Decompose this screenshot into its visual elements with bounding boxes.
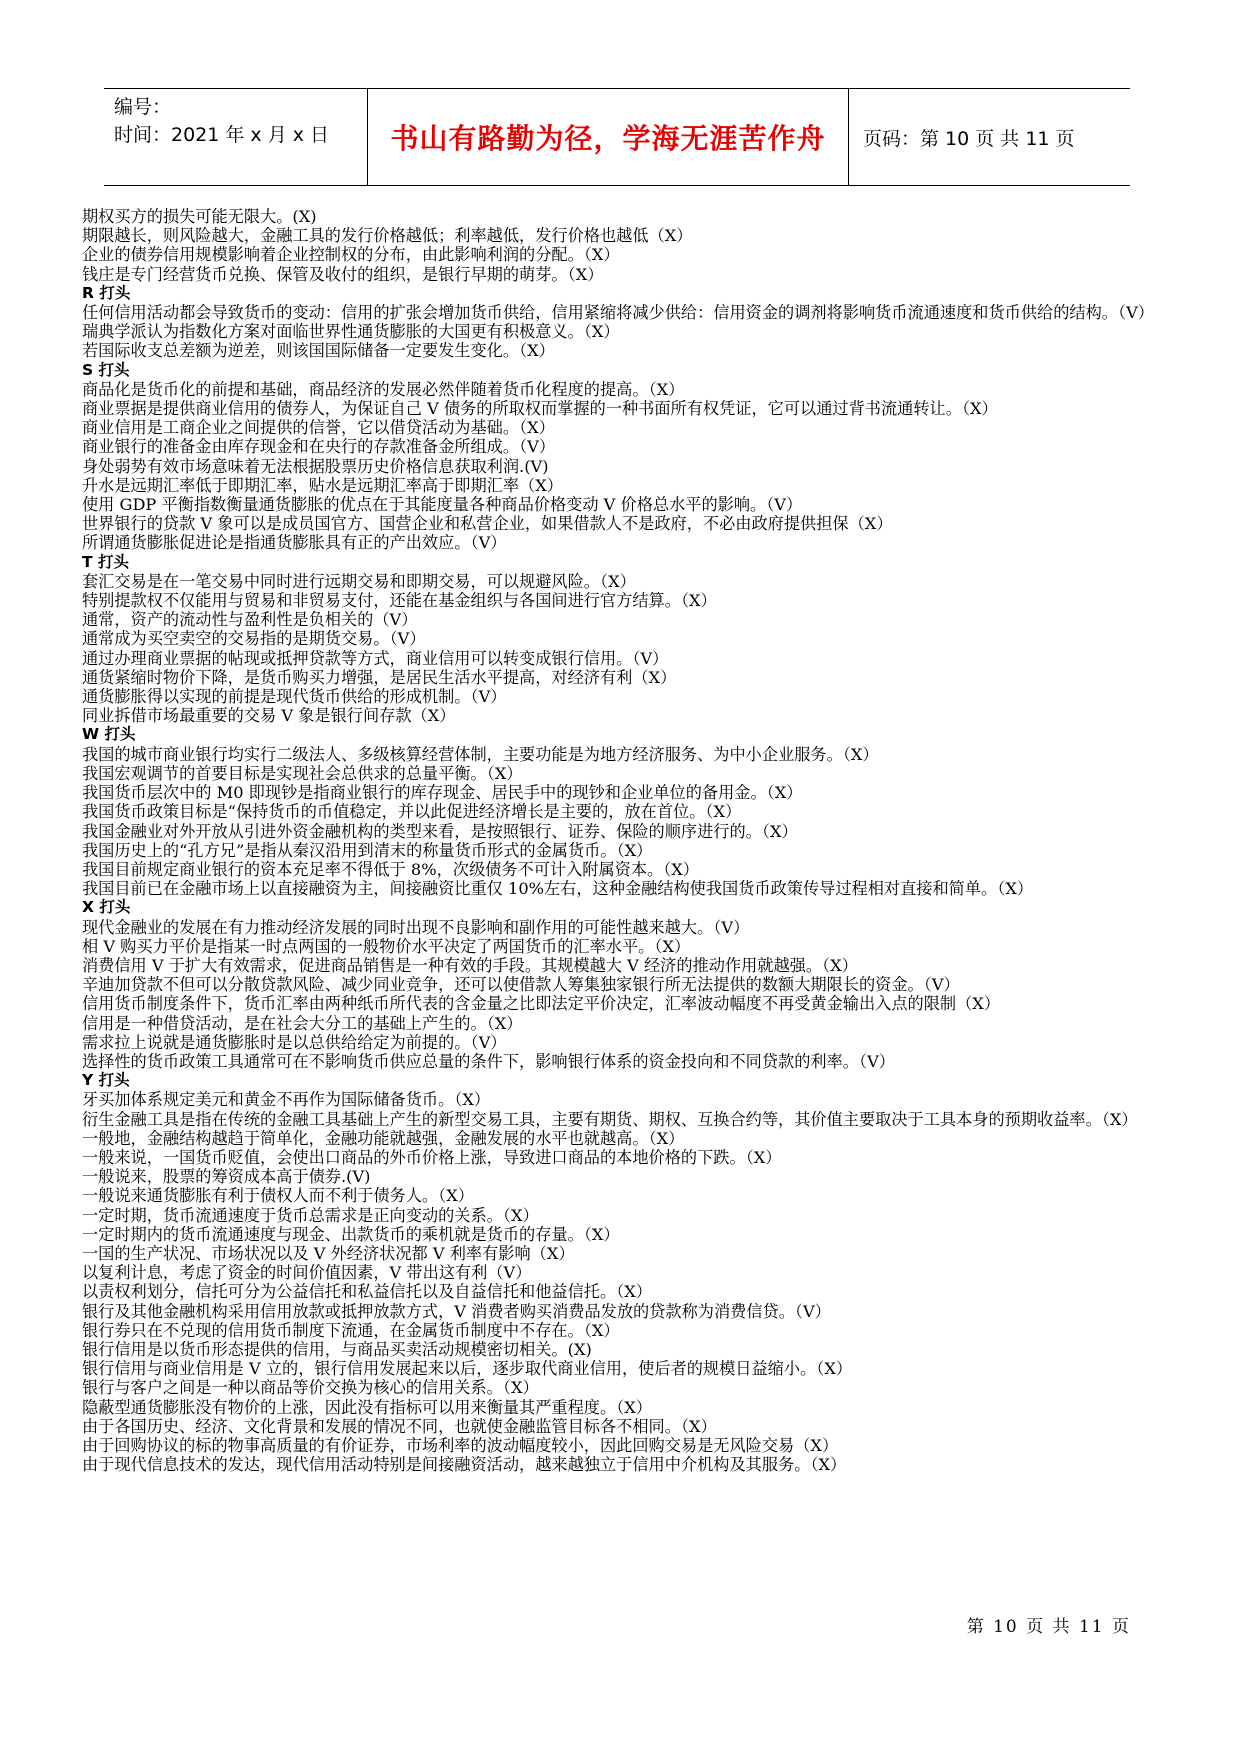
statement-line: 通货紧缩时物价下降，是货币购买力增强，是居民生活水平提高，对经济有利（X） bbox=[82, 667, 677, 687]
statement-line: 辛迪加贷款不但可以分散贷款风险、减少同业竞争，还可以使借款人筹集独家银行所无法提供的数额大期限长的资金。（V） bbox=[82, 975, 960, 995]
statement-line: 信用货币制度条件下，货币汇率由两种纸币所代表的含金量之比即法定平价决定，汇率波动幅度不再受黄金输出入点的限制（X） bbox=[82, 994, 1001, 1014]
section-heading: T 打头 bbox=[82, 552, 129, 571]
section-heading: W 打头 bbox=[82, 725, 136, 744]
statement-line: 隐蔽型通货膨胀没有物价的上涨，因此没有指标可以用来衡量其严重程度。（X） bbox=[82, 1397, 652, 1417]
statement-line: 我国目前规定商业银行的资本充足率不得低于 8%，次级债务不可计入附属资本。（X） bbox=[82, 859, 699, 879]
statement-line: 牙买加体系规定美元和黄金不再作为国际储备货币。（X） bbox=[82, 1090, 491, 1110]
statement-line: 由于现代信息技术的发达，现代信用活动特别是间接融资活动，越来越独立于信用中介机构及其服务。（X） bbox=[82, 1455, 847, 1475]
statement-line: 钱庄是专门经营货币兑换、保管及收付的组织，是银行早期的萌芽。（X） bbox=[82, 264, 604, 284]
statement-line: 商业信用是工商企业之间提供的信誉，它以借贷活动为基础。（X） bbox=[82, 418, 555, 438]
serial-number-label: 编号： bbox=[114, 96, 172, 118]
statement-line: 我国货币政策目标是“保持货币的币值稳定，并以此促进经济增长是主要的，放在首位。（X） bbox=[82, 802, 742, 822]
statement-line: 期限越长，则风险越大，金融工具的发行价格越低；利率越低，发行价格也越低（X） bbox=[82, 226, 693, 246]
statement-line: 同业拆借市场最重要的交易 V 象是银行间存款（X） bbox=[82, 706, 456, 726]
statement-line: 由于回购协议的标的物事高质量的有价证券，市场利率的波动幅度较小，因此回购交易是无风险交易（X） bbox=[82, 1436, 839, 1455]
statement-line: 信用是一种借贷活动，是在社会大分工的基础上产生的。（X） bbox=[82, 1013, 523, 1033]
statement-line: 需求拉上说就是通货膨胀时是以总供给给定为前提的。（V） bbox=[82, 1032, 507, 1052]
statement-line: 任何信用活动都会导致货币的变动：信用的扩张会增加货币供给，信用紧缩将减少供给：信用资金的调剂将影响货币流通速度和货币供给的结构。（V） bbox=[82, 303, 1154, 323]
header-page-cell bbox=[849, 89, 1130, 185]
statement-line: 特别提款权不仅能用与贸易和非贸易支付，还能在基金组织与各国间进行官方结算。（X） bbox=[82, 591, 717, 611]
header-motto: 书山有路勤为径，学海无涯苦作舟 bbox=[390, 122, 826, 155]
statement-line: 一般地，金融结构越趋于简单化，金融功能就越强，金融发展的水平也就越高。（X） bbox=[82, 1128, 685, 1148]
statement-line: 一定时期，货币流通速度于货币总需求是正向变动的关系。（X） bbox=[82, 1205, 539, 1225]
statement-line: 一国的生产状况、市场状况以及 V 外经济状况都 V 利率有影响（X） bbox=[82, 1243, 575, 1263]
statement-line: 银行券只在不兑现的信用货币制度下流通，在金属货币制度中不存在。（X） bbox=[82, 1320, 620, 1340]
statement-line: 我国货币层次中的 M0 即现钞是指商业银行的库存现金、居民手中的现钞和企业单位的备用金。（X） bbox=[82, 783, 803, 803]
statement-line: 我国金融业对外开放从引进外资金融机构的类型来看，是按照银行、证券、保险的顺序进行的。（X） bbox=[82, 821, 798, 841]
statement-line: 相 V 购买力平价是指某一时点两国的一般物价水平决定了两国货币的汇率水平。（X） bbox=[82, 936, 691, 956]
statement-line: 世界银行的贷款 V 象可以是成员国官方、国营企业和私营企业，如果借款人不是政府，不必由政府提供担保（X） bbox=[82, 514, 893, 534]
statement-line: 商业票据是提供商业信用的债券人，为保证自己 V 债务的所取权而掌握的一种书面所有权凭证，它可以通过背书流通转让。（X） bbox=[82, 399, 998, 419]
statement-line: 身处弱势有效市场意味着无法根据股票历史价格信息获取利润.(V) bbox=[82, 456, 549, 476]
statement-line: 升水是远期汇率低于即期汇率，贴水是远期汇率高于即期汇率（X） bbox=[82, 475, 563, 495]
section-heading: X 打头 bbox=[82, 898, 131, 917]
statement-line: 选择性的货币政策工具通常可在不影响货币供应总量的条件下，影响银行体系的资金投向和不同贷款的利率。（V） bbox=[82, 1051, 895, 1071]
statement-line: 使用 GDP 平衡指数衡量通货膨胀的优点在于其能度量各种商品价格变动 V 价格总水平的影响。（V） bbox=[82, 495, 803, 515]
statement-line: 我国宏观调节的首要目标是实现社会总供求的总量平衡。（X） bbox=[82, 763, 523, 783]
statement-line: 消费信用 V 于扩大有效需求，促进商品销售是一种有效的手段。其规模越大 V 经济的推动作用就越强。（X） bbox=[82, 955, 858, 975]
statement-line: 一定时期内的货币流通速度与现金、出款货币的乘机就是货币的存量。（X） bbox=[82, 1224, 620, 1244]
statement-line: 通过办理商业票据的帖现或抵押贷款等方式，商业信用可以转变成银行信用。（V） bbox=[82, 648, 669, 668]
statement-line: 商业银行的准备金由库存现金和在央行的存款准备金所组成。（V） bbox=[82, 437, 556, 457]
statement-line: 我国历史上的“孔方兄”是指从秦汉沿用到清末的称量货币形式的金属货币。（X） bbox=[82, 840, 653, 860]
statement-line: 衍生金融工具是指在传统的金融工具基础上产生的新型交易工具，主要有期货、期权、互换合约等，其价值主要取决于工具本身的预期收益率。（X） bbox=[82, 1109, 1138, 1129]
statement-line: 银行信用与商业信用是 V 立的，银行信用发展起来以后，逐步取代商业信用，使后者的规模日益缩小。（X） bbox=[82, 1359, 853, 1379]
statement-line: 瑞典学派认为指数化方案对面临世界性通货膨胀的大国更有积极意义。（X） bbox=[82, 322, 620, 342]
footer-page-number: 第 10 页 共 11 页 bbox=[966, 1617, 1131, 1637]
statement-line: 所谓通货膨胀促进论是指通货膨胀具有正的产出效应。（V） bbox=[82, 533, 507, 553]
statement-line: 银行信用是以货币形态提供的信用，与商品买卖活动规模密切相关。(X) bbox=[82, 1339, 592, 1359]
statement-line: 通常成为买空卖空的交易指的是期货交易。（V） bbox=[82, 629, 426, 649]
page-header bbox=[104, 88, 1130, 186]
header-info bbox=[104, 89, 368, 185]
section-heading: S 打头 bbox=[82, 360, 130, 379]
statement-line: 一般说来，股票的筹资成本高于债券.(V) bbox=[82, 1167, 371, 1187]
statement-line: 企业的债券信用规模影响着企业控制权的分布，由此影响利润的分配。（X） bbox=[82, 245, 620, 265]
document-body bbox=[82, 207, 1192, 1474]
statement-line: 一般来说，一国货币贬值，会使出口商品的外币价格上涨，导致进口商品的本地价格的下跌。（X） bbox=[82, 1147, 782, 1167]
statement-line: 以复利计息，考虑了资金的时间价值因素，V 带出这有利（V） bbox=[82, 1263, 532, 1283]
statement-line: 期权买方的损失可能无限大。(X) bbox=[82, 207, 317, 226]
statement-line: 由于各国历史、经济、文化背景和发展的情况不同，也就使金融监管目标各不相同。（X） bbox=[82, 1416, 717, 1436]
statement-line: 以责权利划分，信托可分为公益信托和私益信托以及自益信托和他益信托。（X） bbox=[82, 1282, 652, 1302]
time-label: 时间：2021 年 x 月 x 日 bbox=[114, 124, 330, 146]
section-heading: Y 打头 bbox=[82, 1071, 130, 1090]
statement-line: 商品化是货币化的前提和基础，商品经济的发展必然伴随着货币化程度的提高。（X） bbox=[82, 379, 685, 399]
statement-line: 一般说来通货膨胀有利于债权人而不利于债务人。（X） bbox=[82, 1186, 474, 1206]
statement-line: 套汇交易是在一笔交易中同时进行远期交易和即期交易，可以规避风险。（X） bbox=[82, 571, 636, 591]
statement-line: 银行及其他金融机构采用信用放款或抵押放款方式，V 消费者购买消费品发放的贷款称为消费信贷。（V） bbox=[82, 1301, 831, 1321]
statement-line: 银行与客户之间是一种以商品等价交换为核心的信用关系。（X） bbox=[82, 1378, 539, 1398]
header-page-number: 页码：第 10 页 共 11 页 bbox=[863, 127, 1075, 150]
statement-line: 我国目前已在金融市场上以直接融资为主，间接融资比重仅 10%左右，这种金融结构使我国货币政策传导过程相对直接和简单。（X） bbox=[82, 879, 1034, 899]
statement-line: 通货膨胀得以实现的前提是现代货币供给的形成机制。（V） bbox=[82, 687, 507, 707]
statement-line: 若国际收支总差额为逆差，则该国国际储备一定要发生变化。（X） bbox=[82, 341, 555, 361]
statement-line: 现代金融业的发展在有力推动经济发展的同时出现不良影响和副作用的可能性越来越大。（V） bbox=[82, 917, 750, 937]
section-heading: R 打头 bbox=[82, 283, 131, 302]
header-motto-cell bbox=[368, 89, 849, 185]
statement-line: 通常，资产的流动性与盈利性是负相关的（V） bbox=[82, 610, 418, 630]
statement-line: 我国的城市商业银行均实行二级法人、多级核算经营体制，主要功能是为地方经济服务、为中小企业服务。（X） bbox=[82, 744, 879, 764]
